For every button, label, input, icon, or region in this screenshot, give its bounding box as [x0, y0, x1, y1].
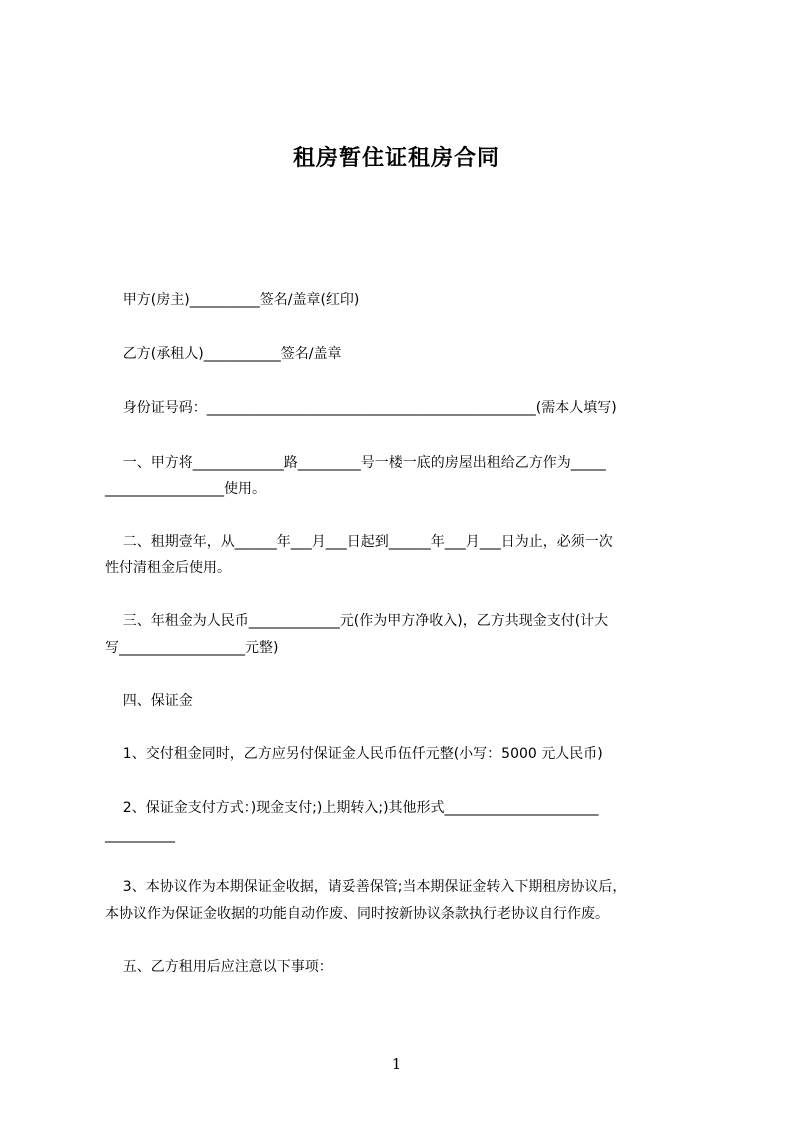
clause-3-line-2: 写__________________元整): [105, 640, 279, 656]
clause-4-item-2-line-1: 2、保证金支付方式：)现金支付;)上期转入;)其他形式______________________: [105, 800, 599, 816]
clause-3-line-1: 三、年租金为人民币_____________元(作为甲方净收入)，乙方共现金支付(计大: [105, 613, 609, 629]
clause-1-line-2: _________________使用。: [105, 481, 266, 497]
clause-2-line-2: 性付清租金后使用。: [105, 560, 231, 576]
party-b-line: 乙方(承租人)___________签名/盖章: [105, 346, 342, 362]
clause-4-item-2-line-2: __________: [105, 827, 175, 843]
clause-1-line-1: 一、甲方将_____________路_________号一楼一底的房屋出租给乙方作为_____: [105, 455, 606, 471]
id-number-line: 身份证号码：_______________________________________________(需本人填写): [105, 400, 617, 416]
page-number: 1: [391, 1055, 402, 1073]
clause-4-item-3-line-2: 本协议作为保证金收据的功能自动作废、同时按新协议条款执行老协议自行作废。: [105, 906, 609, 922]
clause-4-item-1: 1、交付租金同时，乙方应另付保证金人民币伍仟元整(小写：5000 元人民币): [105, 746, 603, 762]
clause-5-heading: 五、乙方租用后应注意以下事项：: [105, 959, 333, 975]
clause-2-line-1: 二、租期壹年，从______年___月___日起到______年___月___日为止，必须一次: [105, 534, 613, 550]
clause-4-item-3-line-1: 3、本协议作为本期保证金收据，请妥善保管;当本期保证金转入下期租房协议后，: [105, 879, 627, 895]
document-title: 租房暂住证租房合同: [292, 146, 500, 171]
party-a-line: 甲方(房主)__________签名/盖章(红印): [105, 292, 360, 308]
clause-4-heading: 四、保证金: [105, 693, 193, 709]
